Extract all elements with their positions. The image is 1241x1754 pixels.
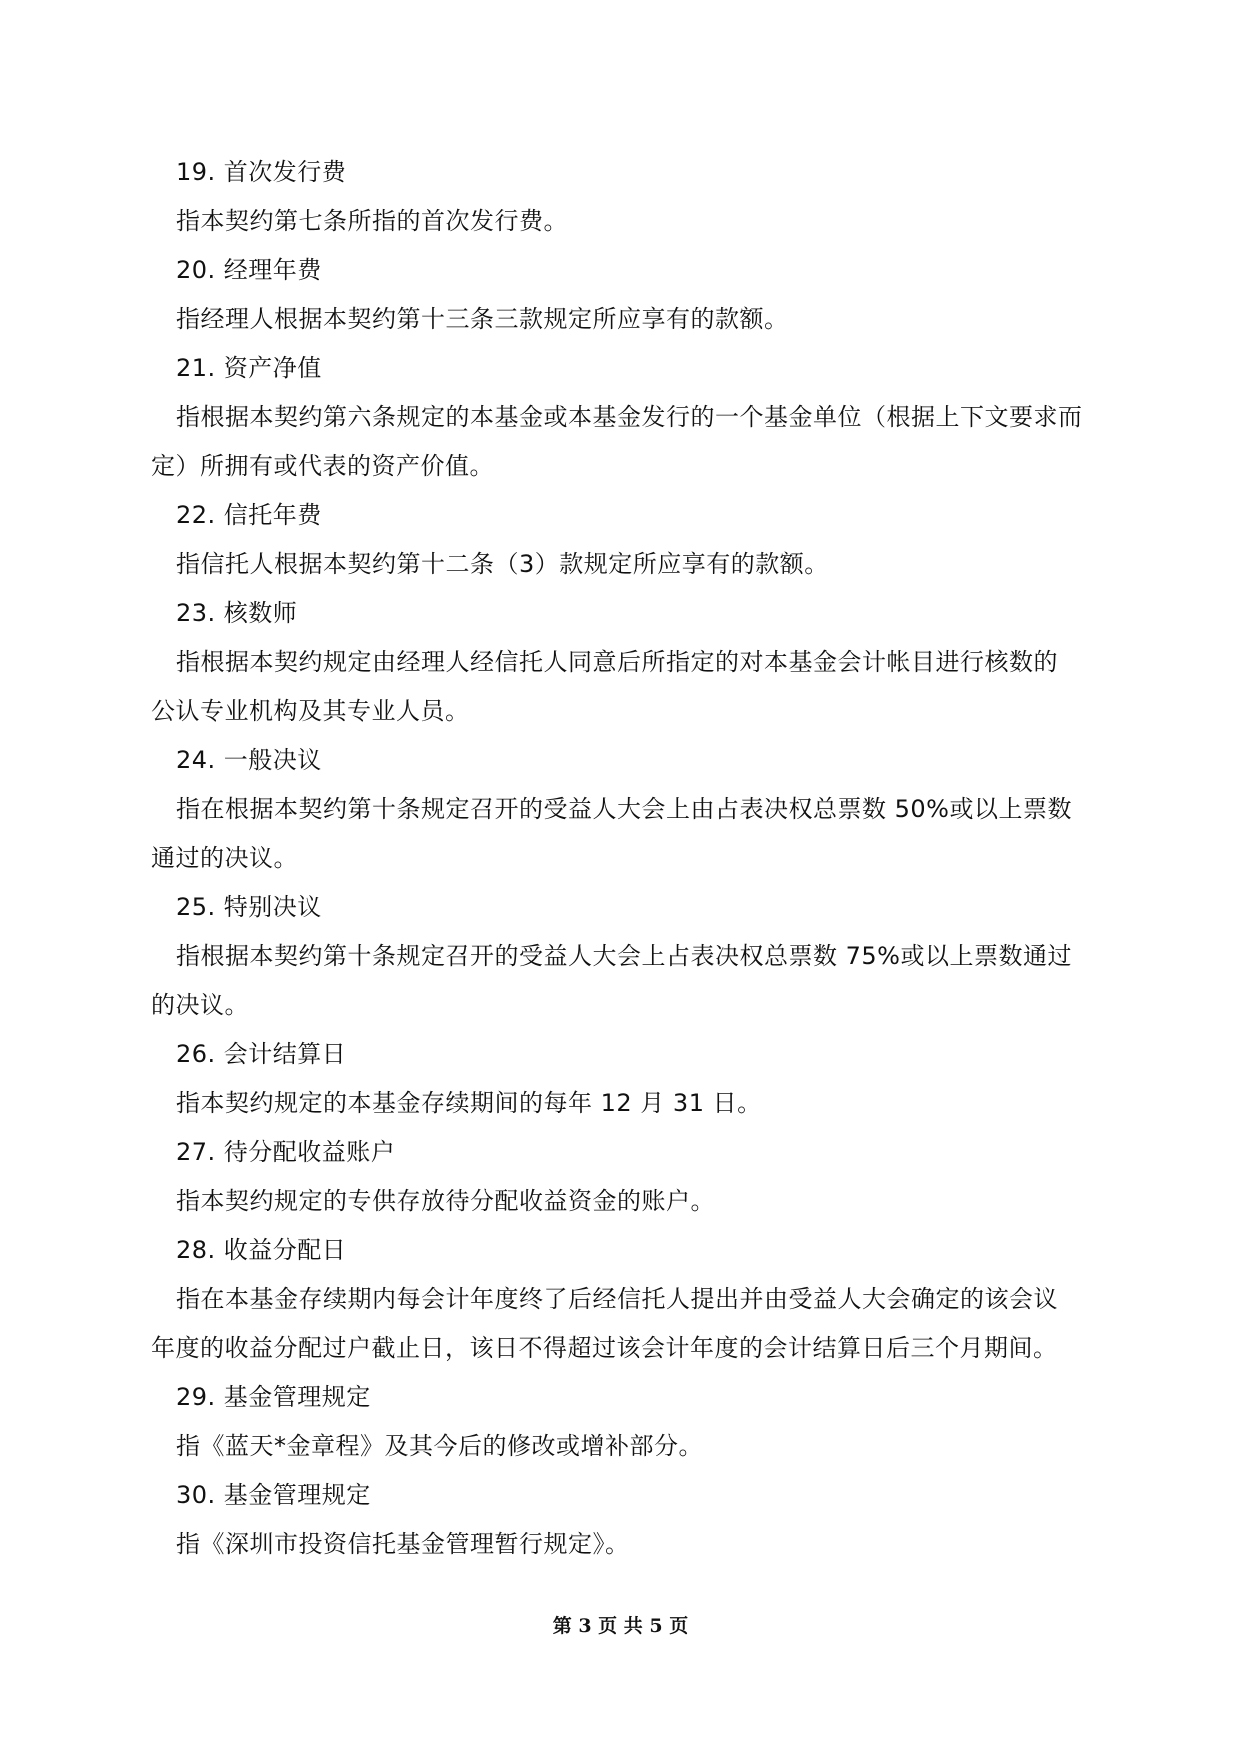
entry-term: 22. 信托年费 <box>176 501 322 529</box>
entry-definition: 指信托人根据本契约第十二条（3）款规定所应享有的款额。 <box>176 550 829 578</box>
entry-definition-continued: 公认专业机构及其专业人员。 <box>151 697 470 725</box>
entry-definition: 指在根据本契约第十条规定召开的受益人大会上由占表决权总票数 50%或以上票数 <box>176 795 1072 823</box>
entry-term: 24. 一般决议 <box>176 746 322 774</box>
entry-definition-continued: 定）所拥有或代表的资产价值。 <box>151 452 494 480</box>
entry-definition: 指在本基金存续期内每会计年度终了后经信托人提出并由受益人大会确定的该会议 <box>176 1285 1058 1313</box>
entry-term: 30. 基金管理规定 <box>176 1481 371 1509</box>
entry-term: 27. 待分配收益账户 <box>176 1138 396 1166</box>
entry-definition: 指《深圳市投资信托基金管理暂行规定》。 <box>176 1530 630 1558</box>
entry-definition: 指根据本契约规定由经理人经信托人同意后所指定的对本基金会计帐目进行核数的 <box>176 648 1058 676</box>
entry-term: 21. 资产净值 <box>176 354 322 382</box>
entry-definition: 指《蓝天*金章程》及其今后的修改或增补部分。 <box>176 1432 703 1460</box>
entry-definition: 指根据本契约第十条规定召开的受益人大会上占表决权总票数 75%或以上票数通过 <box>176 942 1072 970</box>
entry-definition-continued: 的决议。 <box>151 991 249 1019</box>
entry-definition: 指本契约第七条所指的首次发行费。 <box>176 207 568 235</box>
entry-term: 23. 核数师 <box>176 599 298 627</box>
entry-term: 26. 会计结算日 <box>176 1040 347 1068</box>
entry-definition: 指经理人根据本契约第十三条三款规定所应享有的款额。 <box>176 305 789 333</box>
entry-definition: 指本契约规定的专供存放待分配收益资金的账户。 <box>176 1187 715 1215</box>
entry-term: 29. 基金管理规定 <box>176 1383 371 1411</box>
page-number-footer: 第 3 页 共 5 页 <box>552 1615 689 1637</box>
entry-term: 25. 特别决议 <box>176 893 322 921</box>
entry-term: 28. 收益分配日 <box>176 1236 347 1264</box>
entry-term: 20. 经理年费 <box>176 256 322 284</box>
entry-definition-continued: 通过的决议。 <box>151 844 298 872</box>
entry-definition: 指根据本契约第六条规定的本基金或本基金发行的一个基金单位（根据上下文要求而 <box>176 403 1083 431</box>
entry-definition-continued: 年度的收益分配过户截止日，该日不得超过该会计年度的会计结算日后三个月期间。 <box>151 1334 1058 1362</box>
entry-definition: 指本契约规定的本基金存续期间的每年 12 月 31 日。 <box>176 1089 762 1117</box>
entry-term: 19. 首次发行费 <box>176 158 347 186</box>
definitions-list <box>151 148 1101 1569</box>
